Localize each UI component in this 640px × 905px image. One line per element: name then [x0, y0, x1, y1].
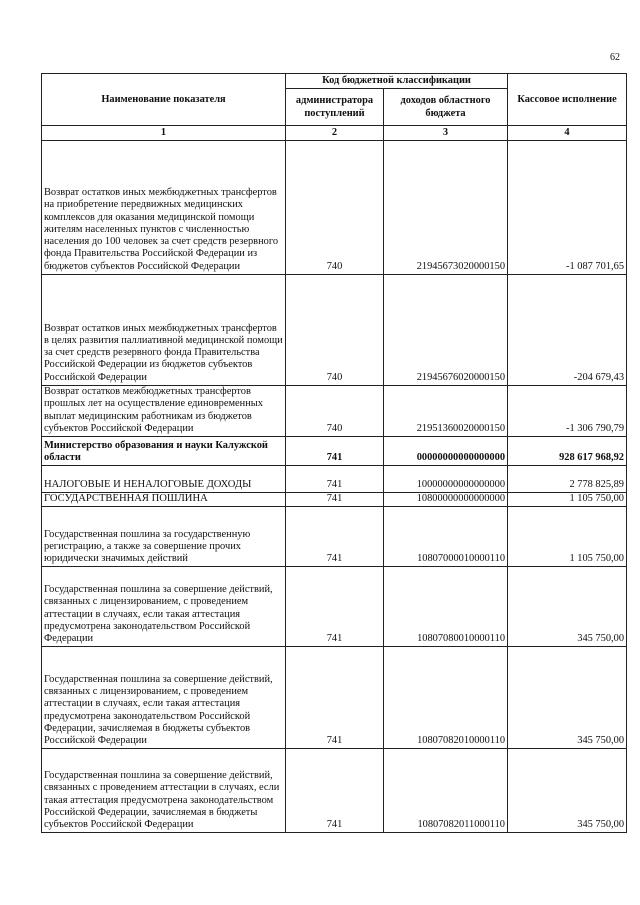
- row-name: Возврат остатков иных межбюджетных трансфертов в целях развития паллиативной медицинской помощи за счет средств резервного фонда Правительства Российской Федерации из бюджетов субъектов Российской Федерации: [42, 275, 286, 386]
- row-admin-code: 741: [286, 749, 384, 833]
- row-name: НАЛОГОВЫЕ И НЕНАЛОГОВЫЕ ДОХОДЫ: [42, 466, 286, 493]
- row-admin-code: 741: [286, 437, 384, 466]
- column-number: 3: [384, 126, 508, 141]
- row-income-code: 10000000000000000: [384, 466, 508, 493]
- row-admin-code: 740: [286, 386, 384, 437]
- row-name: Возврат остатков иных межбюджетных трансфертов на приобретение передвижных медицинских комплексов для оказания медицинской помощи жителям населенных пунктов с численностью населения до 100 человек за счет средств резервного фонда Правительства Российской Федерации из бюджетов субъектов Российской Федерации: [42, 141, 286, 275]
- table-row: [42, 567, 627, 647]
- page-number: 62: [610, 52, 620, 63]
- row-amount: 1 105 750,00: [508, 493, 627, 507]
- row-amount: -1 306 790,79: [508, 386, 627, 437]
- row-admin-code: 741: [286, 493, 384, 507]
- table-row: [42, 437, 627, 466]
- row-amount: -1 087 701,65: [508, 141, 627, 275]
- row-amount: 345 750,00: [508, 567, 627, 647]
- row-income-code: 10807000010000110: [384, 507, 508, 567]
- table-row: [42, 493, 627, 507]
- column-header-cash-execution: Кассовое исполнение: [508, 74, 627, 126]
- row-name: Возврат остатков межбюджетных трансфертов прошлых лет на осуществление единовременных выплат медицинским работникам из бюджетов субъектов Российской Федерации: [42, 386, 286, 437]
- row-name: Государственная пошлина за государственную регистрацию, а также за совершение прочих юридически значимых действий: [42, 507, 286, 567]
- row-income-code: 00000000000000000: [384, 437, 508, 466]
- row-amount: 2 778 825,89: [508, 466, 627, 493]
- column-header-administrator: администратора поступлений: [286, 89, 384, 126]
- column-header-income-code: доходов областного бюджета: [384, 89, 508, 126]
- row-amount: 345 750,00: [508, 647, 627, 749]
- table-row: [42, 141, 627, 275]
- column-group-bk-classification: Код бюджетной классификации: [286, 74, 508, 89]
- table-row: [42, 749, 627, 833]
- row-amount: 928 617 968,92: [508, 437, 627, 466]
- row-income-code: 10800000000000000: [384, 493, 508, 507]
- row-name: Министерство образования и науки Калужской области: [42, 437, 286, 466]
- table-row: [42, 507, 627, 567]
- table-row: [42, 466, 627, 493]
- row-income-code: 10807082011000110: [384, 749, 508, 833]
- row-name: Государственная пошлина за совершение действий, связанных с проведением аттестации в случаях, если такая аттестация предусмотрена законодательством Российской Федерации, зачисляемая в бюджеты субъектов Российской Федерации: [42, 749, 286, 833]
- row-admin-code: 741: [286, 507, 384, 567]
- table-row: [42, 647, 627, 749]
- row-admin-code: 741: [286, 466, 384, 493]
- row-name: ГОСУДАРСТВЕННАЯ ПОШЛИНА: [42, 493, 286, 507]
- row-admin-code: 740: [286, 141, 384, 275]
- row-admin-code: 741: [286, 647, 384, 749]
- table-row: [42, 386, 627, 437]
- row-income-code: 21945673020000150: [384, 141, 508, 275]
- row-amount: -204 679,43: [508, 275, 627, 386]
- row-admin-code: 740: [286, 275, 384, 386]
- row-name: Государственная пошлина за совершение действий, связанных с лицензированием, с проведением аттестации в случаях, если такая аттестация предусмотрена законодательством Российской Федерации: [42, 567, 286, 647]
- budget-execution-table: [41, 73, 627, 833]
- column-header-name: Наименование показателя: [42, 74, 286, 126]
- row-amount: 345 750,00: [508, 749, 627, 833]
- row-admin-code: 741: [286, 567, 384, 647]
- column-number: 4: [508, 126, 627, 141]
- row-name: Государственная пошлина за совершение действий, связанных с лицензированием, с проведением аттестации в случаях, если такая аттестация предусмотрена законодательством Российской Федерации, зачисляемая в бюджеты субъектов Российской Федерации: [42, 647, 286, 749]
- row-amount: 1 105 750,00: [508, 507, 627, 567]
- row-income-code: 21945676020000150: [384, 275, 508, 386]
- table-row: [42, 275, 627, 386]
- row-income-code: 21951360020000150: [384, 386, 508, 437]
- row-income-code: 10807080010000110: [384, 567, 508, 647]
- column-number: 1: [42, 126, 286, 141]
- row-income-code: 10807082010000110: [384, 647, 508, 749]
- column-number: 2: [286, 126, 384, 141]
